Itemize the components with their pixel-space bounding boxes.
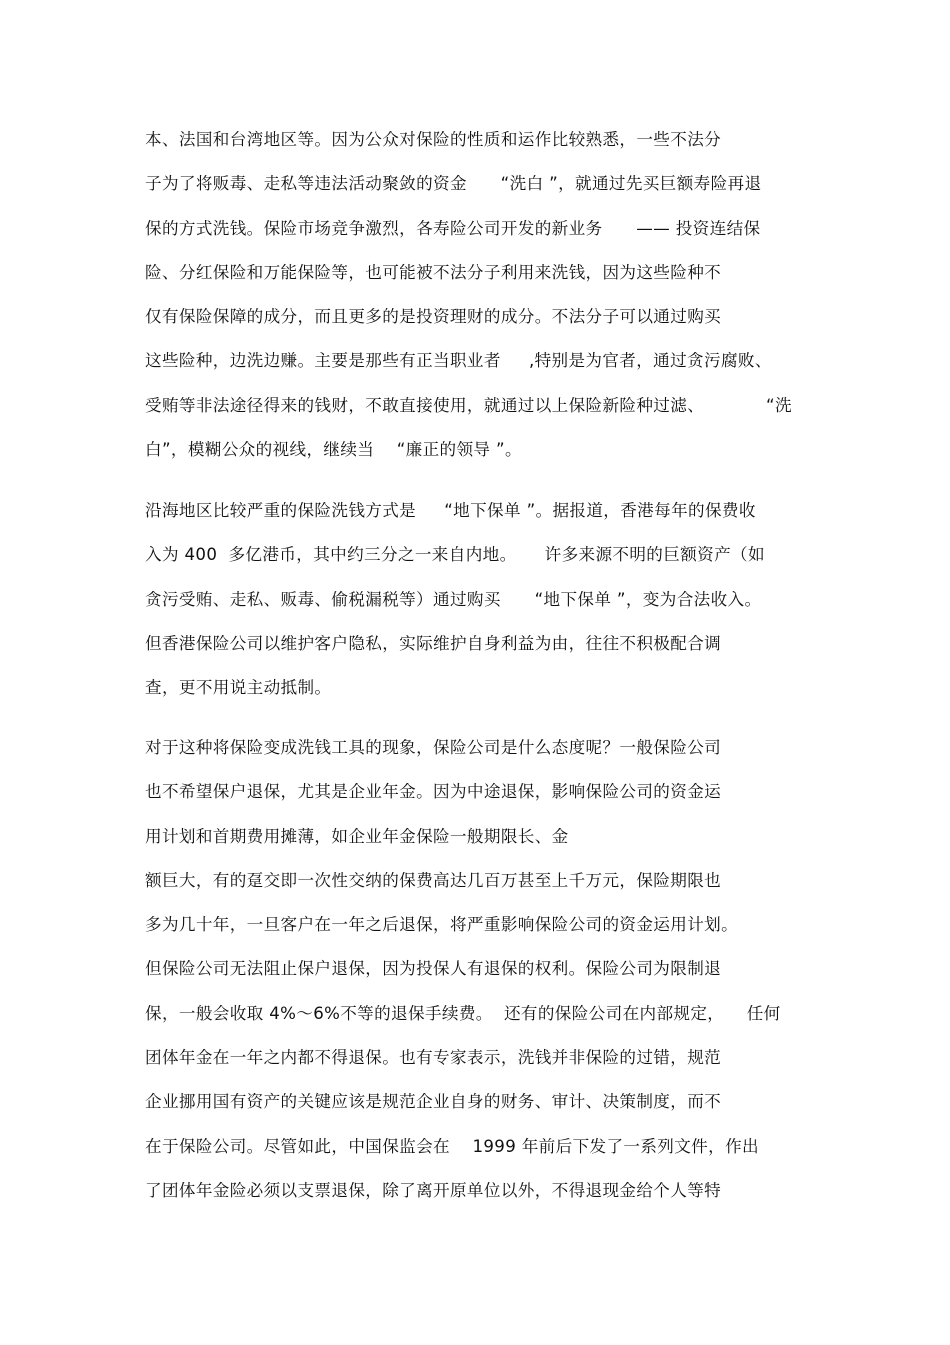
text-line: 受贿等非法途径得来的钱财，不敢直接使用，就通过以上保险新险种过滤、 “洗 xyxy=(145,395,792,415)
text-line: 白”，模糊公众的视线，继续当 “廉正的领导 ”。 xyxy=(145,440,522,460)
text-line: 贪污受贿、走私、贩毒、偷税漏税等）通过购买 “地下保单 ”，变为合法收入。 xyxy=(145,589,762,609)
text-line: 本、法国和台湾地区等。因为公众对保险的性质和运作比较熟悉，一些不法分 xyxy=(145,130,722,149)
paragraph-2 xyxy=(145,489,825,710)
text-line: 企业挪用国有资产的关键应该是规范企业自身的财务、审计、决策制度，而不 xyxy=(145,1092,722,1112)
paragraph-1 xyxy=(145,118,825,472)
text-line: 保，一般会收取 4%～6%不等的退保手续费。 还有的保险公司在内部规定， 任何 xyxy=(145,1003,781,1023)
text-line: 险、分红保险和万能保险等，也可能被不法分子利用来洗钱，因为这些险种不 xyxy=(145,262,722,282)
text-line: 但保险公司无法阻止保户退保，因为投保人有退保的权利。保险公司为限制退 xyxy=(145,959,722,979)
text-line: 保的方式洗钱。保险市场竞争激烈，各寿险公司开发的新业务 —— 投资连结保 xyxy=(145,218,761,238)
paragraph-3 xyxy=(145,726,825,1213)
text-line: 查，更不用说主动抵制。 xyxy=(145,678,332,698)
text-line: 仅有保险保障的成分，而且更多的是投资理财的成分。不法分子可以通过购买 xyxy=(145,307,722,327)
text-line: 子为了将贩毒、走私等违法活动聚敛的资金 “洗白 ”，就通过先买巨额寿险再退 xyxy=(145,174,762,194)
text-line: 了团体年金险必须以支票退保，除了离开原单位以外，不得退现金给个人等特 xyxy=(145,1180,722,1200)
text-line: 额巨大，有的趸交即一次性交纳的保费高达几百万甚至上千万元，保险期限也 xyxy=(145,870,722,890)
text-line: 用计划和首期费用摊薄，如企业年金保险一般期限长、金 xyxy=(145,826,569,846)
text-line: 也不希望保户退保，尤其是企业年金。因为中途退保，影响保险公司的资金运 xyxy=(145,782,722,802)
text-line: 这些险种，边洗边赚。主要是那些有正当职业者 ,特别是为官者，通过贪污腐败、 xyxy=(145,351,772,371)
text-line: 入为 400 多亿港币，其中约三分之一来自内地。 许多来源不明的巨额资产（如 xyxy=(145,545,765,565)
text-line: 在于保险公司。尽管如此，中国保监会在 1999 年前后下发了一系列文件，作出 xyxy=(145,1136,759,1156)
text-line: 团体年金在一年之内都不得退保。也有专家表示，洗钱并非保险的过错，规范 xyxy=(145,1048,722,1068)
text-line: 多为几十年，一旦客户在一年之后退保，将严重影响保险公司的资金运用计划。 xyxy=(145,915,739,935)
text-line: 但香港保险公司以维护客户隐私，实际维护自身利益为由，往往不积极配合调 xyxy=(145,633,722,653)
text-line: 沿海地区比较严重的保险洗钱方式是 “地下保单 ”。据报道，香港每年的保费收 xyxy=(145,501,756,520)
text-line: 对于这种将保险变成洗钱工具的现象，保险公司是什么态度呢？一般保险公司 xyxy=(145,738,722,757)
